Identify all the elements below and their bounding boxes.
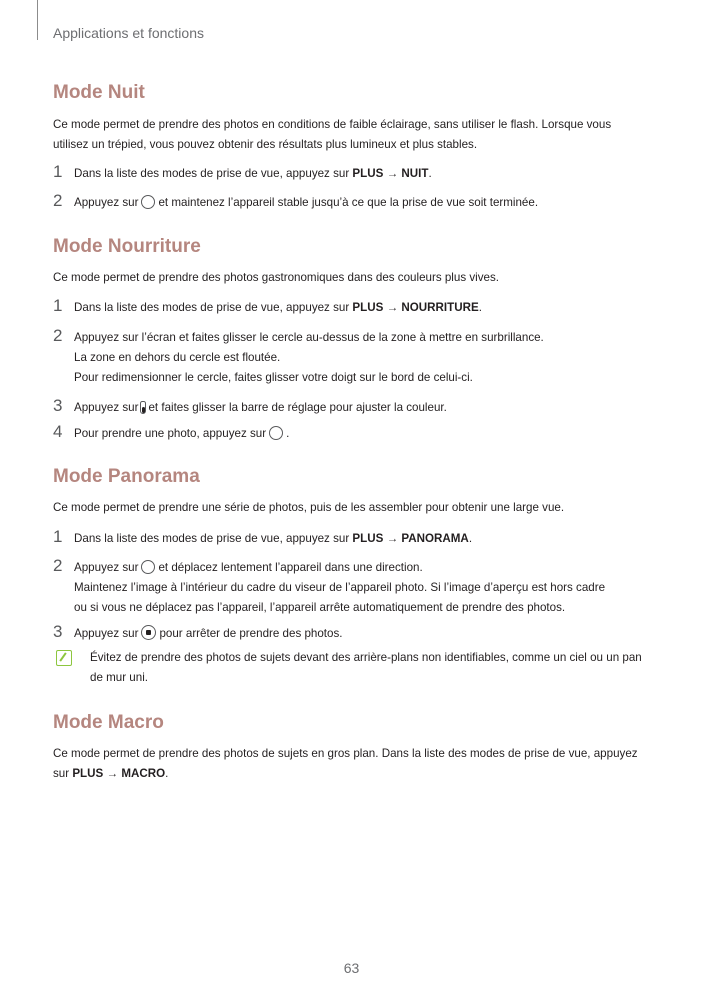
section-title-panorama: Mode Panorama: [53, 466, 200, 487]
arrow-icon: →: [386, 301, 399, 314]
shutter-button-icon: [141, 195, 155, 209]
step-text: Appuyez sur: [74, 627, 139, 640]
stop-icon: [141, 625, 156, 640]
step-number: 3: [53, 622, 63, 641]
step-number: 3: [53, 396, 63, 415]
step-number: 2: [53, 191, 63, 210]
menu-plus: PLUS: [72, 767, 104, 780]
macro-intro-line-1: Ce mode permet de prendre des photos de sujets en gros plan.: [53, 747, 379, 760]
nuit-intro: [53, 115, 648, 155]
step-text: Appuyez sur l’écran et faites glisser le cercle au-dessus de la zone à mettre en surbrillance.: [74, 331, 544, 344]
section-title-nourriture: Mode Nourriture: [53, 236, 201, 257]
nuit-intro-line-2: utilisez un trépied, vous pouvez obtenir des résultats plus lumineux et plus stables.: [53, 138, 478, 151]
step-text: et faites glisser la barre de réglage pour ajuster la couleur.: [148, 401, 447, 414]
step-number: 1: [53, 162, 63, 181]
step-text: ou si vous ne déplacez pas l’appareil, l’appareil arrête automatiquement de prendre des photos.: [74, 601, 566, 614]
shutter-button-icon: [269, 426, 283, 440]
step-text: Maintenez l’image à l’intérieur du cadre du viseur de l’appareil photo. Si l’image d’aperçu est hors cadre: [74, 581, 606, 594]
arrow-icon: →: [386, 532, 399, 545]
manual-page: Applications et fonctions Mode Nuit Ce mode permet de prendre des photos en conditions de faible éclairage, sans utiliser le flash. Lorsque vous utilisez un trépied, vous pouvez obtenir des résultats plus lumineux et plus stables. 1 Dans la liste des modes de prise de vue, appuyez sur PLUS → NUIT. 2 Appuyez sur et maintenez l’appareil stable jusqu’à ce que la prise de vue soit terminée. Mode Nourriture Ce mode permet de prendre des photos gastronomiques dans des couleurs plus vives. 1 Dans la liste des modes de prise de vue, appuyez sur PLUS → NOURRITURE. 2 Appuyez sur l’écran et faites glisser le cercle au-dessus de la zone à mettre en surbrillance. La zone en dehors du cercle est floutée. Pour redimensionner le cercle, faites glisser votre doigt sur le bord de celui-ci. 3 Appuyez sur et faites glisser la barre de réglage pour ajuster la couleur. 4 Pour prendre une photo, appuyez sur . Mode Panorama Ce mode permet de prendre une série de photos, puis de les assembler pour obtenir une large vue. 1 Dans la liste des modes de prise de vue, appuyez sur PLUS → PANORAMA. 2 Appuyez sur et déplacez lentement l’appareil dans une direction. Maintenez l’image à l’intérieur du cadre du viseur de l’appareil photo. Si l’image d’aperçu est hors cadre ou si vous ne déplacez pas l’appareil, l’appareil arrête automatiquement de prendre des photos. 3 Appuyez sur pour arrêter de prendre des photos. Évitez de prendre des photos de sujets devant des arrière-plans non identifiables, comme un ciel ou un pan de mur uni. Mode Macro Ce mode permet de prendre des photos de sujets en gros plan. Dans la liste des modes de prise de vue, appuyez sur PLUS → MACRO. 63: [0, 0, 703, 994]
menu-panorama: PANORAMA: [401, 532, 469, 545]
step-text: Pour prendre une photo, appuyez sur: [74, 427, 267, 440]
step-number: 2: [53, 326, 63, 345]
menu-nuit: NUIT: [401, 167, 429, 180]
step-text: et déplacez lentement l’appareil dans une direction.: [158, 561, 423, 574]
step-text: Dans la liste des modes de prise de vue, appuyez sur: [74, 532, 353, 545]
step-text: La zone en dehors du cercle est floutée.: [74, 351, 281, 364]
note-text: [90, 648, 645, 688]
step-text: Dans la liste des modes de prise de vue, appuyez sur: [74, 301, 353, 314]
header-divider: [37, 0, 38, 40]
note-icon: [56, 650, 72, 666]
note-line-1: Évitez de prendre des photos de sujets devant des arrière-plans non identifiables, comme un ciel ou: [90, 651, 604, 664]
menu-macro: MACRO: [121, 767, 166, 780]
nuit-intro-line-1: Ce mode permet de prendre des photos en conditions de faible éclairage, sans utiliser le flash. Lorsque vous: [53, 118, 612, 131]
shutter-button-icon: [141, 560, 155, 574]
page-number: 63: [343, 960, 360, 976]
step-text: Appuyez sur: [74, 561, 139, 574]
step-number: 1: [53, 296, 63, 315]
panorama-intro: Ce mode permet de prendre une série de photos, puis de les assembler pour obtenir une large vue.: [53, 501, 565, 514]
step-number: 1: [53, 527, 63, 546]
step-text: et maintenez l’appareil stable jusqu’à ce que la prise de vue soit terminée.: [158, 196, 539, 209]
macro-intro: Ce mode permet de prendre des photos de sujets en gros plan. Dans la liste des modes de prise de vue, appuyez sur PLUS → MACRO.: [53, 747, 638, 780]
step-number: 2: [53, 556, 63, 575]
step-number: 4: [53, 422, 63, 441]
nourriture-intro: Ce mode permet de prendre des photos gastronomiques dans des couleurs plus vives.: [53, 271, 499, 284]
step-text: Pour redimensionner le cercle, faites glisser votre doigt sur le bord de celui-ci.: [74, 371, 473, 384]
arrow-icon: →: [106, 767, 119, 780]
step-text: Dans la liste des modes de prise de vue, appuyez sur: [74, 167, 353, 180]
step-text: Appuyez sur: [74, 401, 139, 414]
color-temperature-icon: [140, 401, 146, 414]
menu-plus: PLUS: [352, 532, 384, 545]
page-header: Applications et fonctions: [53, 25, 204, 41]
note-line-2: un pan de mur uni.: [90, 651, 642, 684]
menu-plus: PLUS: [352, 301, 384, 314]
section-title-macro: Mode Macro: [53, 712, 164, 733]
section-title-nuit: Mode Nuit: [53, 82, 145, 103]
macro-intro-line-2: Dans la liste des modes de prise de vue, appuyez sur: [53, 747, 638, 780]
step-text: Appuyez sur: [74, 196, 139, 209]
step-text: pour arrêter de prendre des photos.: [159, 627, 343, 640]
menu-nourriture: NOURRITURE: [401, 301, 479, 314]
arrow-icon: →: [386, 167, 399, 180]
menu-plus: PLUS: [352, 167, 384, 180]
